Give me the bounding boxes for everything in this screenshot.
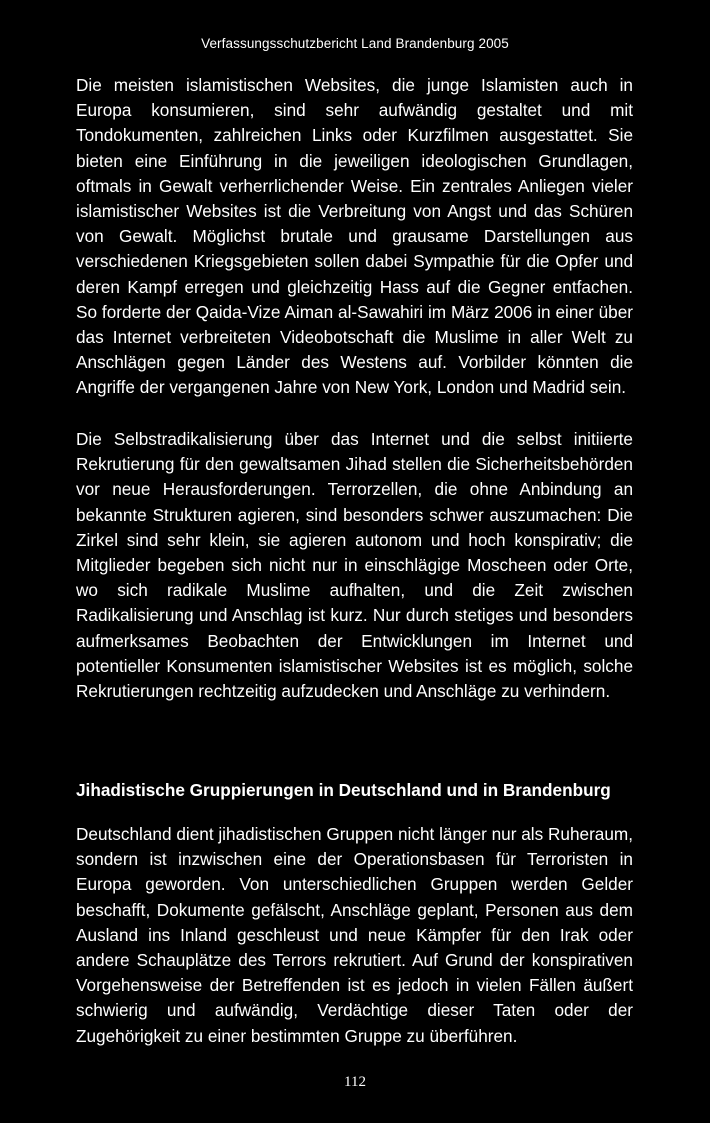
section-heading: Jihadistische Gruppierungen in Deutschland und in Brandenburg xyxy=(76,780,611,800)
paragraph-self-radicalization: Die Selbstradikalisierung über das Internet und die selbst initiierte Rekrutierung für den gewaltsamen Jihad stellen die Sicherheitsbehörden vor neue Herausforderungen. Terrorzellen, die ohne Anbindung an bekannte Strukturen agieren, sind besonders schwer auszumachen: Die Zirkel sind sehr klein, sie agieren autonom und hoch konspirativ; die Mitglieder begeben sich nicht nur in einschlägige Moscheen oder Orte, wo sich radikale Muslime aufhalten, und die Zeit zwischen Radikalisierung und Anschlag ist kurz. Nur durch stetiges und besonders aufmerksames Beobachten der Entwicklungen im Internet und potentieller Konsumenten islamistischer Websites ist es möglich, solche Rekrutierungen rechtzeitig aufzudecken und Anschläge zu verhindern. xyxy=(76,429,633,702)
page-number: 112 xyxy=(344,1074,366,1090)
running-header: Verfassungsschutzbericht Land Brandenburg 2005 xyxy=(201,36,509,51)
paragraph-jihadist-groups-germany: Deutschland dient jihadistischen Gruppen nicht länger nur als Ruheraum, sondern ist inzwischen eine der Operationsbasen für Terroristen in Europa geworden. Von unterschiedlichen Gruppen werden Gelder beschafft, Dokumente gefälscht, Anschläge geplant, Personen aus dem Ausland ins Inland geschleust und neue Kämpfer für den Irak oder andere Schauplätze des Terrors rekrutiert. Auf Grund der konspirativen Vorgehensweise der Betreffenden ist es jedoch in vielen Fällen äußert schwierig und aufwändig, Verdächtige dieser Taten oder der Zugehörigkeit zu einer bestimmten Gruppe zu überführen. xyxy=(76,824,634,1046)
paragraph-islamist-websites: Die meisten islamistischen Websites, die junge Islamisten auch in Europa konsumieren, sind sehr aufwändig gestaltet und mit Tondokumenten, zahlreichen Links oder Kurzfilmen ausgestattet. Sie bieten eine Einführung in die jeweiligen ideologischen Grundlagen, oftmals in Gewalt verherrlichender Weise. Ein zentrales Anliegen vieler islamistischer Websites ist die Verbreitung von Angst und das Schüren von Gewalt. Möglichst brutale und grausame Darstellungen aus verschiedenen Kriegsgebieten sollen dabei Sympathie für die Opfer und deren Kampf erregen und gleichzeitig Hass auf die Gegner entfachen. So forderte der Qaida-Vize Aiman al-Sawahiri im März 2006 in einer über das Internet verbreiteten Videobotschaft die Muslime in aller Welt zu Anschlägen gegen Länder des Westens auf. Vorbilder könnten die Angriffe der vergangenen Jahre von New York, London und Madrid sein. xyxy=(76,75,633,398)
